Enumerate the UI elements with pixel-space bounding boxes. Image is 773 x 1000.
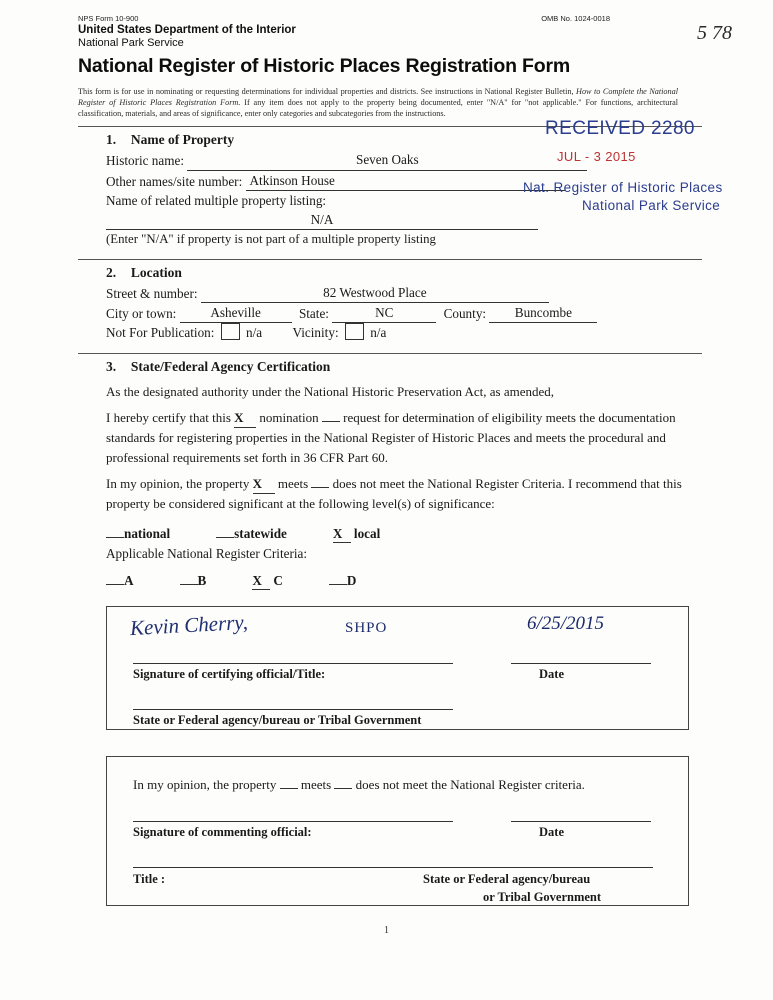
instructions-part1: This form is for use in nominating or requesting determinations for individual properties and districts. See instructions in National Register Bulletin,: [78, 87, 577, 96]
instructions-part2: If any item does not apply to the property being documented, enter "N/A" for "not applicable." For functions, architectural classification, materials, and areas of significance, enter only categories and subcategories from the instructions.: [78, 97, 678, 118]
commenting-title-label: Title :: [133, 871, 166, 886]
opinion-text-2: meets: [277, 475, 309, 491]
nomination-mark[interactable]: X: [234, 408, 256, 428]
commenting-signature-line[interactable]: [133, 821, 453, 822]
certifying-official-title-handwritten: SHPO: [345, 620, 388, 636]
form-instructions: [78, 87, 678, 119]
request-mark[interactable]: [322, 421, 340, 422]
street-value[interactable]: 82 Westwood Place: [201, 283, 549, 303]
certifying-date-line[interactable]: [511, 663, 651, 664]
criterion-b-label: B: [197, 572, 207, 588]
section-2-title: Location: [130, 264, 182, 280]
received-date-stamp: JUL - 3 2015: [557, 149, 636, 164]
opinion-text-1: In my opinion, the property: [106, 475, 250, 491]
related-listing-value[interactable]: N/A: [106, 210, 538, 230]
meets-mark[interactable]: X: [253, 474, 275, 494]
certify-text-3: request for determination of eligibility meets the documentation standards for registering properties in the National Register of Historic Places and meets the procedural and professional requirements set forth in 36 CFR Part 60.: [106, 410, 676, 465]
vicinity-checkbox[interactable]: [345, 323, 364, 340]
agency-name: National Park Service: [78, 37, 184, 49]
criterion-d[interactable]: [329, 573, 357, 590]
certifying-agency-line[interactable]: [133, 709, 453, 710]
historic-name-value[interactable]: Seven Oaks: [187, 150, 587, 170]
not-for-publication-label: Not For Publication:: [106, 324, 215, 340]
commenting-official-box: [106, 756, 689, 906]
state-value[interactable]: NC: [332, 303, 436, 323]
certifying-official-signature: Kevin Cherry,: [129, 609, 249, 641]
certify-text-1: I hereby certify that this: [106, 410, 231, 426]
received-stamp: RECEIVED 2280: [545, 118, 695, 139]
section-2-number: 2.: [106, 264, 117, 280]
not-for-publication-checkbox[interactable]: [221, 323, 240, 340]
margin-annotation: 5 78: [697, 22, 732, 44]
criterion-c-label: C: [273, 572, 283, 588]
related-listing-label: Name of related multiple property listing:: [106, 192, 327, 208]
criterion-a-label: A: [124, 572, 134, 588]
opinion-statement: [106, 474, 686, 513]
city-state-county-field: [106, 303, 702, 323]
park-service-stamp: National Park Service: [582, 198, 721, 213]
national-mark[interactable]: [106, 537, 124, 538]
criterion-a[interactable]: [106, 573, 134, 590]
commenting-date-line[interactable]: [511, 821, 651, 822]
section-divider-3: [78, 353, 702, 354]
commenting-opinion-2: meets: [300, 776, 332, 792]
certify-text-2: nomination: [259, 410, 319, 426]
significance-levels: [106, 526, 702, 543]
section-3-heading: [106, 359, 702, 375]
publication-vicinity-field: [106, 323, 702, 342]
certifying-signature-label: Signature of certifying official/Title:: [133, 666, 326, 681]
county-label: County:: [443, 305, 487, 321]
national-label: national: [124, 526, 171, 542]
criteria-row: [106, 573, 702, 590]
statewide-mark[interactable]: [216, 537, 234, 538]
other-names-label: Other names/site number:: [106, 173, 243, 189]
commenting-meets-mark[interactable]: [280, 788, 298, 789]
section-1-title: Name of Property: [130, 132, 235, 148]
vicinity-label: Vicinity:: [292, 324, 339, 340]
criterion-c[interactable]: [252, 573, 283, 590]
other-names-value[interactable]: Atkinson House: [246, 171, 565, 191]
authority-statement: As the designated authority under the National Historic Preservation Act, as amended,: [106, 384, 555, 400]
not-for-publication-na: n/a: [246, 324, 263, 340]
criterion-a-mark[interactable]: [106, 584, 124, 585]
street-label: Street & number:: [106, 285, 198, 301]
local-label: local: [353, 526, 381, 542]
historic-name-label: Historic name:: [106, 153, 185, 169]
local-mark[interactable]: X: [333, 526, 351, 543]
certifying-date-handwritten: 6/25/2015: [527, 613, 605, 634]
section-divider-2: [78, 259, 702, 260]
criterion-c-mark[interactable]: X: [252, 573, 270, 590]
form-header-row: [78, 14, 702, 23]
level-local[interactable]: [333, 526, 380, 543]
omb-number: OMB No. 1024-0018: [541, 14, 610, 23]
commenting-opinion-3: does not meet the National Register criteria.: [355, 776, 585, 792]
certification-statement: [106, 408, 686, 467]
commenting-title-line[interactable]: [133, 867, 653, 868]
instructions-italic: How to Complete the National Register of Historic Places Registration Form.: [78, 87, 678, 107]
opinion-text-3: does not meet the National Register Criteria. I recommend that this property be considered significant at the following level(s) of significance:: [106, 475, 682, 512]
page-title: National Register of Historic Places Registration Form: [78, 55, 570, 77]
commenting-signature-label: Signature of commenting official:: [133, 824, 312, 839]
form-number: NPS Form 10-900: [78, 14, 139, 23]
commenting-agency-label-1: State or Federal agency/bureau: [423, 871, 591, 886]
level-national[interactable]: [106, 526, 170, 543]
commenting-opinion-statement: [133, 777, 673, 793]
certifying-date-label: Date: [539, 666, 564, 681]
criterion-d-mark[interactable]: [329, 584, 347, 585]
criterion-b-mark[interactable]: [180, 584, 198, 585]
statewide-label: statewide: [234, 526, 287, 542]
level-statewide[interactable]: [216, 526, 287, 543]
city-value[interactable]: Asheville: [180, 303, 292, 323]
commenting-opinion-1: In my opinion, the property: [133, 776, 277, 792]
section-1-number: 1.: [106, 132, 117, 148]
page-content: [78, 14, 702, 906]
section-2-heading: [106, 265, 702, 281]
commenting-date-label: Date: [539, 824, 564, 839]
criteria-label: Applicable National Register Criteria:: [106, 546, 308, 562]
criterion-d-label: D: [346, 572, 357, 588]
does-not-meet-mark[interactable]: [311, 487, 329, 488]
related-listing-note: (Enter "N/A" if property is not part of a multiple property listing: [106, 232, 436, 247]
criterion-b[interactable]: [180, 573, 207, 590]
certifying-agency-label: State or Federal agency/bureau or Tribal Government: [133, 712, 422, 727]
register-office-stamp: Nat. Register of Historic Places: [523, 180, 723, 195]
vicinity-na: n/a: [370, 324, 387, 340]
state-label: State:: [298, 305, 329, 321]
city-label: City or town:: [106, 305, 177, 321]
county-value[interactable]: Buncombe: [489, 303, 597, 323]
department-name: United States Department of the Interior: [78, 24, 296, 36]
commenting-does-not-meet-mark[interactable]: [334, 788, 352, 789]
street-field: [106, 283, 702, 303]
section-3-title: State/Federal Agency Certification: [130, 359, 331, 375]
page-number: 1: [384, 925, 389, 936]
commenting-agency-label-2: or Tribal Government: [483, 889, 602, 904]
section-3-number: 3.: [106, 359, 117, 375]
certifying-signature-line[interactable]: [133, 663, 453, 664]
